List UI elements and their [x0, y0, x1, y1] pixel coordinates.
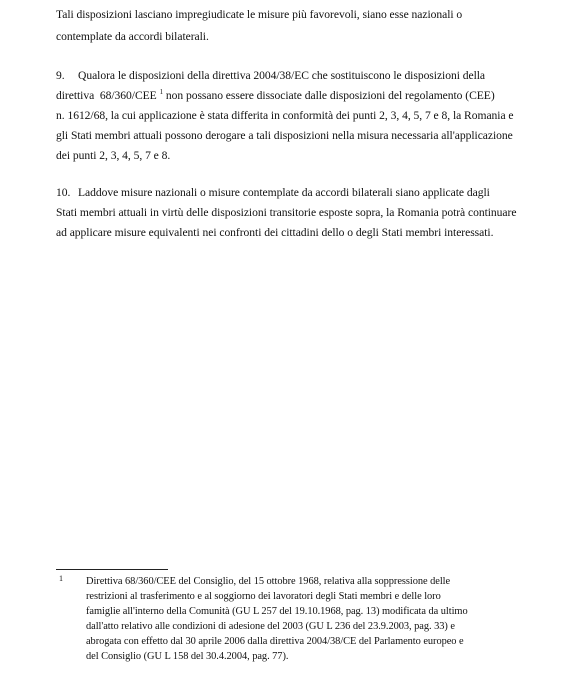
footnote-line-6: del Consiglio (GU L 158 del 30.4.2004, pag. 77). — [86, 651, 289, 662]
paragraph-10-line-2: Stati membri attuali in virtù delle disposizioni transitorie esposte sopra, la Romania potrà continuare — [56, 206, 517, 219]
paragraph-10-line-1 — [56, 186, 490, 200]
paragraph-9-line-2 — [56, 89, 495, 103]
footnote-line-2: restrizioni al trasferimento e al soggiorno dei lavoratori degli Stati membri e delle loro — [86, 591, 441, 602]
footnote-reference[interactable]: 1 — [159, 88, 164, 96]
paragraph-9-line-4: gli Stati membri attuali possono derogare a tali disposizioni nella misura necessaria all'applicazione — [56, 129, 513, 142]
footnote-line-1: Direttiva 68/360/CEE del Consiglio, del 15 ottobre 1968, relativa alla soppressione delle — [86, 576, 451, 587]
footnote-line-4: dall'atto relativo alle condizioni di adesione del 2003 (GU L 236 del 23.9.2003, pag. 33) e — [86, 621, 455, 632]
paragraph-9-line-1 — [56, 69, 485, 83]
paragraph-10-number: 10. — [56, 186, 71, 199]
paragraph-9-line-5: dei punti 2, 3, 4, 5, 7 e 8. — [56, 149, 171, 162]
intro-line-2: contemplate da accordi bilaterali. — [56, 30, 209, 43]
footnote-marker: 1 — [59, 574, 63, 583]
paragraph-9-line-2-end: non possano essere dissociate dalle disposizioni del regolamento (CEE) — [163, 89, 495, 102]
footnote-line-3: famiglie all'interno della Comunità (GU L 257 del 19.10.1968, pag. 13) modificata da ultimo — [86, 606, 468, 617]
paragraph-10-line-3: ad applicare misure equivalenti nei confronti dei cittadini dello o degli Stati membri interessati. — [56, 226, 494, 239]
paragraph-10-line-1-text: Laddove misure nazionali o misure contemplate da accordi bilaterali siano applicate dagli — [78, 186, 490, 199]
intro-line-1: Tali disposizioni lasciano impregiudicate le misure più favorevoli, siano esse nazionali o — [56, 8, 463, 21]
paragraph-9-number: 9. — [56, 69, 65, 82]
paragraph-9-line-3: n. 1612/68, la cui applicazione è stata differita in conformità dei punti 2, 3, 4, 5, 7 e 8, la Romania e — [56, 109, 514, 122]
paragraph-9-line-2-start: direttiva 68/360/CEE — [56, 89, 160, 102]
footnote-line-5: abrogata con effetto dal 30 aprile 2006 dalla direttiva 2004/38/CE del Parlamento europeo e — [86, 636, 464, 647]
paragraph-9-line-1-text: Qualora le disposizioni della direttiva 2004/38/EC che sostituiscono le disposizioni della — [78, 69, 486, 82]
footnote-divider — [56, 569, 168, 570]
